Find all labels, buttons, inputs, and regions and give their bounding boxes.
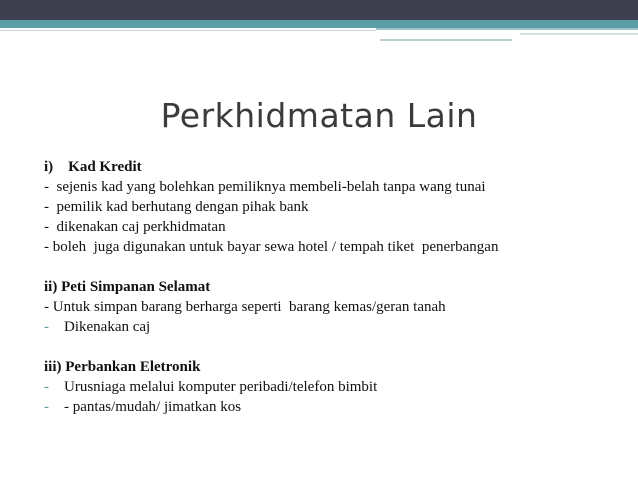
header-tab-line-secondary <box>520 33 638 35</box>
list-item-text: Dikenakan caj <box>64 319 151 335</box>
list-item: - Untuk simpan barang berharga seperti barang kemas/geran tanah <box>44 299 446 315</box>
list-item: - sejenis kad yang bolehkan pemiliknya membeli-belah tanpa wang tunai <box>44 179 486 195</box>
list-item: - boleh juga digunakan untuk bayar sewa hotel / tempah tiket penerbangan <box>44 239 499 255</box>
bullet-marker: - <box>44 319 49 335</box>
list-item <box>44 397 624 417</box>
spacer <box>44 337 624 357</box>
bullet-marker: - <box>44 379 49 395</box>
header-bar-dark <box>0 0 638 20</box>
section-heading-kad-kredit: i) Kad Kredit <box>44 159 142 175</box>
list-item <box>44 317 624 337</box>
list-item: - dikenakan caj perkhidmatan <box>44 219 226 235</box>
spacer <box>44 257 624 277</box>
section-heading-peti-simpanan: ii) Peti Simpanan Selamat <box>44 279 211 295</box>
header-tab-line <box>380 39 512 41</box>
bullet-marker: - <box>44 399 49 415</box>
slide-body <box>44 157 624 417</box>
list-item <box>44 377 624 397</box>
list-item-text: - pantas/mudah/ jimatkan kos <box>64 399 242 415</box>
slide-title: Perkhidmatan Lain <box>160 96 478 135</box>
section-heading-perbankan-eletronik: iii) Perbankan Eletronik <box>44 359 201 375</box>
list-item-text: Urusniaga melalui komputer peribadi/telefon bimbit <box>64 379 378 395</box>
header-bar-teal <box>0 20 638 28</box>
list-item: - pemilik kad berhutang dengan pihak bank <box>44 199 309 215</box>
